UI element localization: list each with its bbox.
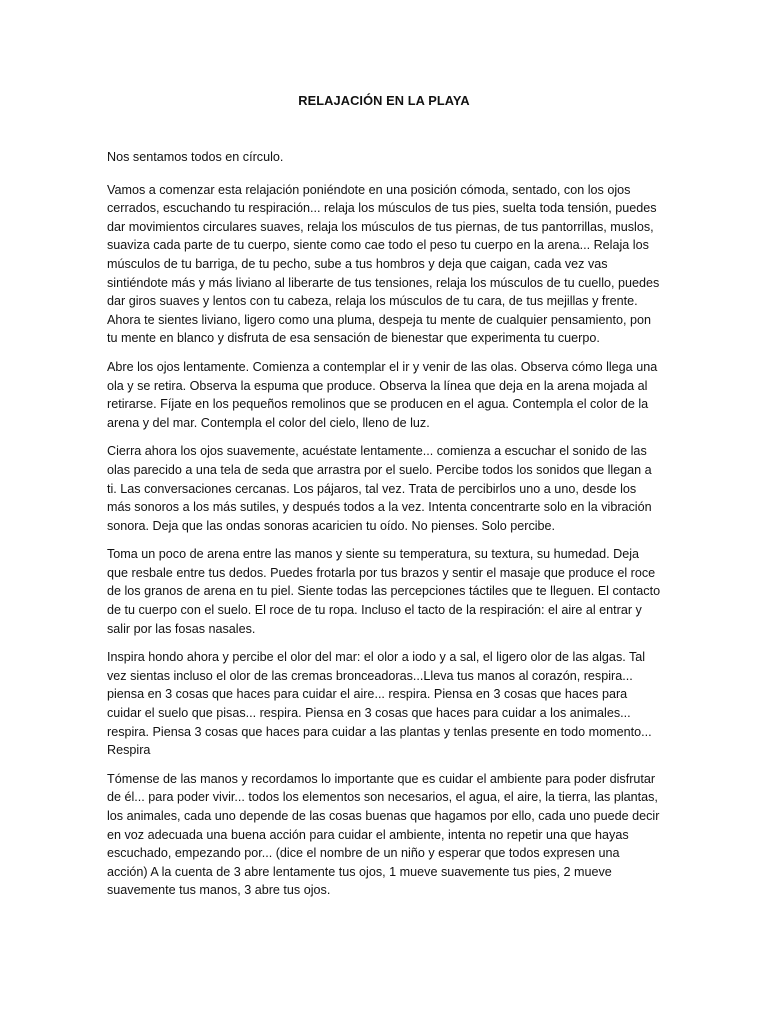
paragraph-intro: Nos sentamos todos en círculo. <box>107 150 284 164</box>
paragraph-sand: Toma un poco de arena entre las manos y siente su temperatura, su textura, su humedad. Deja que resbale entre tus dedos. Puedes frotarla por tus brazos y sentir el masaje que produce el roce de los granos de arena en tu piel. Siente todas las percepciones táctiles que te lleguen. El contacto de tu cuerpo con el suelo. El roce de tu ropa. Incluso el tacto de la respiración: el aire al entrar y salir por las fosas nasales. <box>107 547 661 636</box>
paragraph-relaxation: Vamos a comenzar esta relajación poniéndote en una posición cómoda, sentado, con los ojos cerrados, escuchando tu respiración... relaja los músculos de tus pies, suelta toda tensión, puedes dar movimientos circulares suaves, relaja los músculos de tus piernas, de tus pantorrillas, muslos, suaviza cada parte de tu cuerpo, siente como cae todo el peso tu cuerpo en la arena... Relaja los músculos de tu barriga, de tu pecho, sube a tus hombros y deja que caigan, cada vez vas sintiéndote más y más liviano al liberarte de tus tensiones, relaja los músculos de tu cuello, puedes dar giros suaves y lentos con tu cabeza, relaja los músculos de tu cara, de tus mejillas y frente. Ahora te sientes liviano, ligero como una pluma, despeja tu mente de cualquier pensamiento, pon tu mente en blanco y disfruta de esa sensación de bienestar que experimenta tu cuerpo. <box>107 182 660 346</box>
document-body <box>107 148 663 910</box>
document-title: RELAJACIÓN EN LA PLAYA <box>298 93 470 108</box>
paragraph-sounds: Cierra ahora los ojos suavemente, acuéstate lentamente... comienza a escuchar el sonido de las olas parecido a una tela de seda que arrastra por el suelo. Percibe todos los sonidos que llegan a ti. Las conversaciones cercanas. Los pájaros, tal vez. Trata de percibirlos uno a uno, desde los más sonoros a los más sutiles, y después todos a la vez. Intenta concentrarte solo en la vibración sonora. Deja que las ondas sonoras acaricien tu oído. No pienses. Solo percibe. <box>107 444 652 533</box>
paragraph-open-eyes: Abre los ojos lentamente. Comienza a contemplar el ir y venir de las olas. Observa cómo llega una ola y se retira. Observa la espuma que produce. Observa la línea que deja en la arena mojada al retirarse. Fíjate en los pequeños remolinos que se producen en el agua. Contempla el color de la arena y del mar. Contempla el color del cielo, lleno de luz. <box>107 359 658 430</box>
paragraph-smell: Inspira hondo ahora y percibe el olor del mar: el olor a iodo y a sal, el ligero olor de las algas. Tal vez sientas incluso el olor de las cremas bronceadoras...Lleva tus manos al corazón, respira... piensa en 3 cosas que haces para cuidar el aire... respira. Piensa en 3 cosas que haces para cuidar el suelo que pisas... respira. Piensa en 3 cosas que haces para cuidar a los animales... respira. Piensa 3 cosas que haces para cuidar a las plantas y tenlas presente en todo momento... Respira <box>107 650 652 758</box>
paragraph-closing: Tómense de las manos y recordamos lo importante que es cuidar el ambiente para poder disfrutar de él... para poder vivir... todos los elementos son necesarios, el agua, el aire, la tierra, las plantas, los animales, cada uno depende de las cosas buenas que hagamos por ello, cada uno puede decir en voz adecuada una buena acción para cuidar el ambiente, intenta no repetir una que hayas escuchado, empezando por... (dice el nombre de un niño y esperar que todos expresen una acción) A la cuenta de 3 abre lentamente tus ojos, 1 mueve suavemente tus pies, 2 mueve suavemente tus manos, 3 abre tus ojos. <box>107 771 660 898</box>
